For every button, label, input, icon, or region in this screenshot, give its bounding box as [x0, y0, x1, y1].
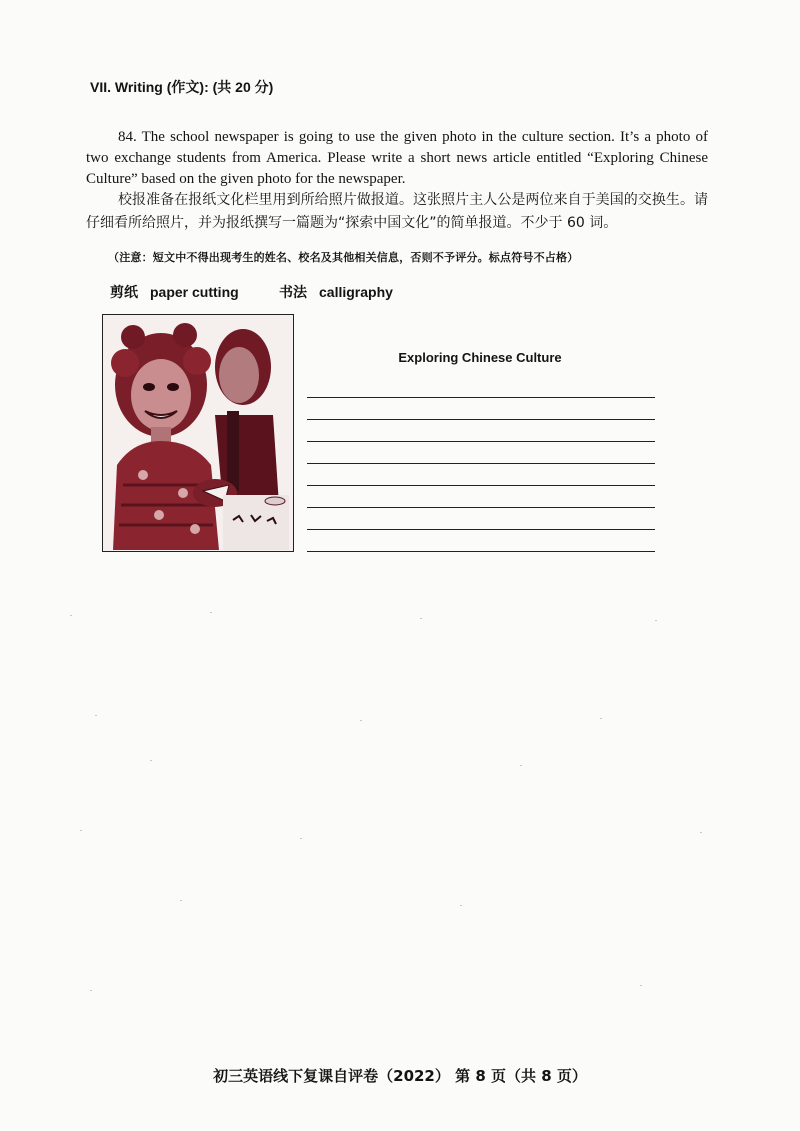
scan-speck [700, 832, 702, 833]
scan-speck [640, 985, 642, 986]
scan-speck [95, 715, 97, 716]
vocab-zh: 书法 [279, 285, 307, 301]
photo-frame [102, 314, 294, 552]
scan-speck [80, 830, 82, 831]
vocab-en: paper cutting [150, 284, 239, 300]
scan-speck [420, 618, 422, 619]
scan-speck [180, 900, 182, 901]
scan-speck [460, 905, 462, 906]
scan-speck [90, 990, 92, 991]
vocab-item-calligraphy [279, 282, 393, 302]
writing-line[interactable] [307, 463, 655, 464]
table-and-calligraphy [223, 495, 289, 550]
scan-speck [360, 720, 362, 721]
writing-line[interactable] [307, 441, 655, 442]
exchange-students-photo [103, 315, 292, 550]
page-footer: 初三英语线下复课自评卷（2022） 第 8 页（共 8 页） [213, 1067, 587, 1085]
vocab-en: calligraphy [319, 284, 393, 300]
prompt-chinese: 校报准备在报纸文化栏里用到所给照片做报道。这张照片主人公是两位来自于美国的交换生。请仔细看所给照片，并为报纸撰写一篇题为“探索中国文化”的简单报道。不少于 60 词。 [86, 192, 708, 231]
scan-speck [70, 615, 72, 616]
writing-line[interactable] [307, 551, 655, 552]
scan-speck [520, 765, 522, 766]
scan-speck [655, 620, 657, 621]
writing-line[interactable] [307, 507, 655, 508]
man-figure [215, 329, 279, 505]
section-heading: VII. Writing (作文): (共 20 分) [90, 79, 274, 95]
vocab-zh: 剪纸 [110, 285, 138, 301]
notice: （注意：短文中不得出现考生的姓名、校名及其他相关信息，否则不予评分。标点符号不占格） [108, 251, 579, 264]
article-title: Exploring Chinese Culture [398, 350, 562, 365]
writing-line[interactable] [307, 397, 655, 398]
writing-line[interactable] [307, 529, 655, 530]
vocab-item-paper-cutting [110, 282, 239, 302]
writing-line[interactable] [307, 485, 655, 486]
scan-speck [300, 838, 302, 839]
writing-line[interactable] [307, 419, 655, 420]
scan-speck [600, 718, 602, 719]
prompt-english: 84. The school newspaper is going to use the given photo in the culture section. It’s a photo of two exchange students from America. Please write a short news article entitled “Exploring Chinese Culture” based on the given photo for the newspaper. [86, 129, 708, 187]
scan-speck [210, 612, 212, 613]
scan-speck [150, 760, 152, 761]
